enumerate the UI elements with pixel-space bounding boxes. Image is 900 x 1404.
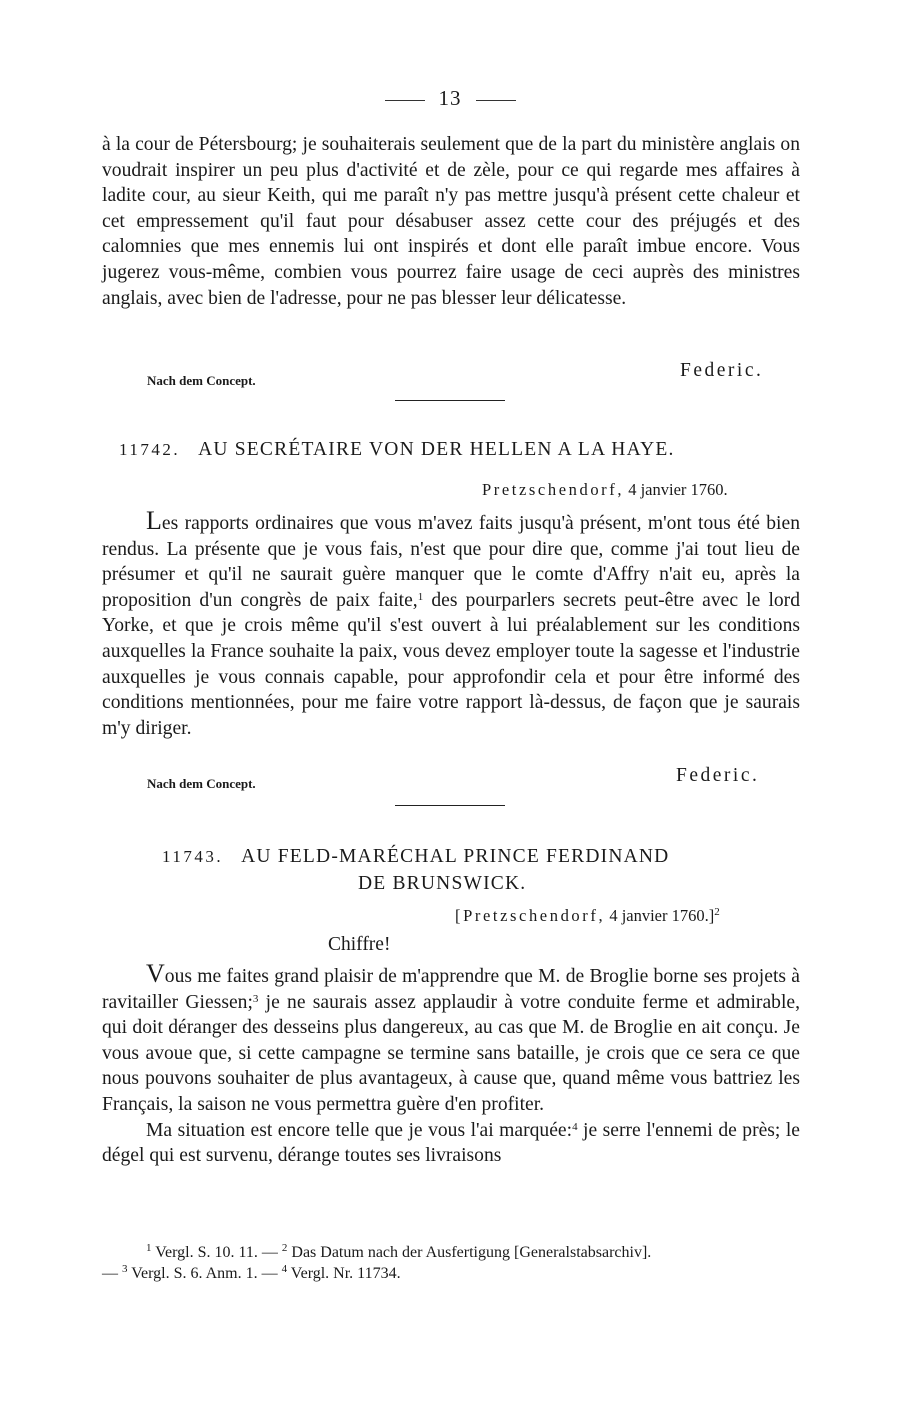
letter-title: AU SECRÉTAIRE VON DER HELLEN A LA HAYE. xyxy=(198,439,675,460)
body-text: es rapports ordinaires que vous m'avez faits jusqu'à présent, m'ont tous été bien rendus. La présente que je vous fais, n'est que pour dire que, comme j'ai tout lieu de présumer et qu'il ne saurait guère manquer que le comte d'Affry n'ait eu, après la proposition d'un congrès de paix faite, xyxy=(102,513,800,611)
footnote-ref-3: 3 xyxy=(252,992,259,1005)
letter-11743-body xyxy=(102,961,800,1169)
letter-body-paragraph-2 xyxy=(102,1118,800,1169)
footnote-ref-1: 1 xyxy=(417,590,424,603)
footnote-number: 4 xyxy=(281,1263,288,1275)
footnote-ref-4: 4 xyxy=(572,1120,578,1133)
footnote-number: 2 xyxy=(281,1242,288,1254)
letter-title-line1: AU FELD-MARÉCHAL PRINCE FERDINAND xyxy=(241,846,670,867)
separator-rule-1 xyxy=(395,400,505,401)
intro-signature: Federic. xyxy=(680,360,764,381)
footnote-text: Vergl. Nr. 11734. xyxy=(287,1265,401,1282)
footnote-text: — xyxy=(102,1265,122,1282)
footnote-text: Das Datum nach der Ausfertigung [Generalstabsarchiv]. xyxy=(287,1244,652,1261)
footnote-line-2 xyxy=(102,1263,807,1284)
dateline-date: 4 janvier 1760.] xyxy=(609,906,715,925)
footnote-line-1 xyxy=(102,1242,807,1263)
footnote-text: Vergl. S. 10. 11. — xyxy=(151,1244,282,1261)
dateline-place: Pretzschendorf, xyxy=(482,480,625,499)
body-text-2: Ma situation est encore telle que je vous l'ai marquée: xyxy=(146,1119,573,1141)
footnotes xyxy=(102,1242,807,1284)
footnote-number: 1 xyxy=(146,1242,152,1254)
initial-letter: L xyxy=(146,506,162,535)
header-dash-left xyxy=(385,100,425,101)
letter-11742-body xyxy=(102,508,800,741)
letter-11743-heading xyxy=(162,846,669,868)
footnote-ref-2: 2 xyxy=(714,906,720,918)
body-text-2-cont: je serre l'ennemi de près; le dégel qui est survenu, dérange toutes ses livraisons xyxy=(102,1119,800,1167)
letter-11742-source-note: Nach dem Concept. xyxy=(147,776,256,791)
letter-number: 11742. xyxy=(119,440,181,459)
letter-11742-signature: Federic. xyxy=(676,765,760,786)
letter-11743-dateline xyxy=(455,906,720,926)
body-text-cont: je ne saurais assez applaudir à votre conduite ferme et admirable, qui doit déranger des desseins plus dangereux, au cas que M. de Broglie en ait conçu. Je vous avoue que, si cette campagne se termine sans bataille, je crois que ce sera ce que nous pouvons souhaiter de plus avantageux, à cause que, quand même vous battriez les Français, la saison ne vous permettra guère d'en profiter. xyxy=(102,991,800,1115)
intro-text: à la cour de Pétersbourg; je souhaiterais seulement que de la part du ministère anglais on voudrait inspirer un peu plus d'activité et de zèle, pour ce qui regarde mes affaires à ladite cour, au sieur Keith, qui me paraît n'y pas mettre jusqu'à présent cette chaleur et cet empressement qu'il faut pour désabuser assez cette cour des préjugés et des calomnies que mes ennemis lui ont inspirés et dont elle paraît imbue encore. Vous jugerez vous-même, combien vous pourrez faire usage de ceci auprès des ministres anglais, avec bien de l'adresse, pour ne pas blesser leur délicatesse. xyxy=(102,134,800,309)
letter-11742-dateline xyxy=(482,480,728,500)
header-dash-right xyxy=(476,100,516,101)
letter-11742-heading xyxy=(119,439,675,461)
letter-body-paragraph xyxy=(102,508,800,741)
letter-body-paragraph-1 xyxy=(102,961,800,1118)
page-number: 13 xyxy=(438,86,462,110)
body-text-cont: des pourparlers secrets peut-être avec le lord Yorke, et que je crois même qu'il s'est ouvert à lui préalablement sur les conditions auxquelles la France souhaite la paix, vous devez employer toute la sagesse et l'industrie auxquelles je vous connais capable, pour approfondir cela et pour être informé des conditions mentionnées, pour me faire votre rapport là-dessus, de façon que je saurais m'y diriger. xyxy=(102,589,801,739)
initial-letter: V xyxy=(146,959,165,988)
dateline-date: 4 janvier 1760. xyxy=(628,480,728,499)
chiffre-label: Chiffre! xyxy=(328,934,391,955)
intro-source-note: Nach dem Concept. xyxy=(147,373,256,388)
page-header xyxy=(0,86,900,111)
footnote-number: 3 xyxy=(122,1263,128,1275)
footnote-text: Vergl. S. 6. Anm. 1. — xyxy=(127,1265,282,1282)
intro-paragraph xyxy=(102,132,800,311)
letter-11743-heading-line2: DE BRUNSWICK. xyxy=(358,873,527,894)
body-text: ous me faites grand plaisir de m'apprendre que M. de Broglie borne ses projets à ravitailler Giessen; xyxy=(102,966,800,1013)
letter-number: 11743. xyxy=(162,847,224,866)
dateline-place: [Pretzschendorf, xyxy=(455,906,606,925)
separator-rule-2 xyxy=(395,805,505,806)
